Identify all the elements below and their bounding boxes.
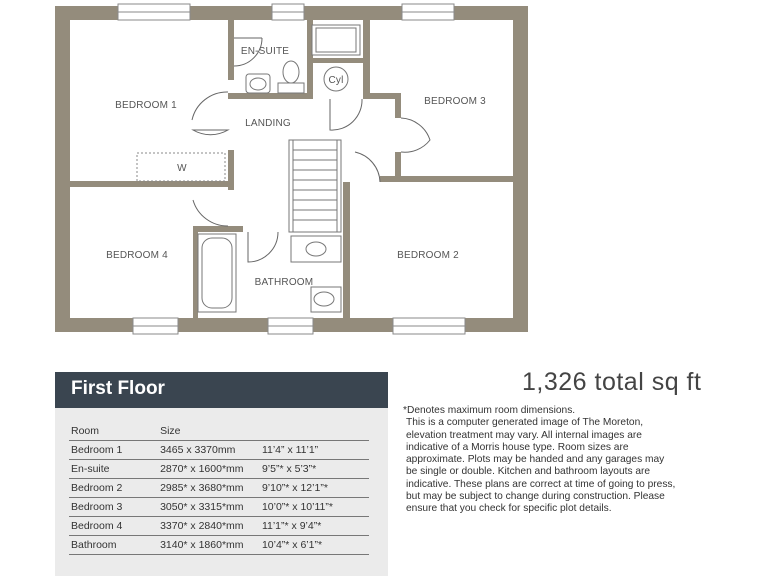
column-header: Size — [158, 422, 260, 441]
room-size-imperial: 9’10”* x 12’1”* — [260, 479, 369, 498]
room-size-metric: 3050* x 3315*mm — [158, 498, 260, 517]
bathroom-fixtures — [198, 234, 341, 312]
panel-title: First Floor — [71, 378, 165, 399]
staircase — [289, 140, 341, 232]
panel-header — [55, 372, 388, 408]
table-row — [69, 479, 369, 498]
room-name: Bedroom 2 — [69, 479, 158, 498]
room-size-metric: 3140* x 1860*mm — [158, 536, 260, 555]
note-line: but may be subject to change during construction. Please — [406, 491, 665, 503]
disclaimer-notes — [403, 405, 733, 516]
table-row — [69, 441, 369, 460]
note-line: This is a computer generated image of The Moreton, — [406, 417, 644, 429]
label-bedroom2: BEDROOM 2 — [397, 250, 459, 261]
room-size-imperial: 11’1”* x 9’4”* — [260, 517, 369, 536]
label-bedroom1: BEDROOM 1 — [115, 100, 177, 111]
column-header — [260, 422, 369, 441]
total-area: 1,326 total sq ft — [522, 368, 702, 396]
note-line: *Denotes maximum room dimensions. — [403, 405, 576, 416]
toilet-ensuite — [278, 83, 304, 93]
room-size-imperial: 10’0”* x 10’11”* — [260, 498, 369, 517]
label-bedroom3: BEDROOM 3 — [424, 96, 486, 107]
label-bathroom: BATHROOM — [254, 277, 314, 288]
room-name: Bedroom 4 — [69, 517, 158, 536]
label-cyl: Cyl — [328, 75, 344, 86]
note-line: indicative. These plans are correct at time of going to press, — [406, 478, 676, 490]
room-name: Bedroom 3 — [69, 498, 158, 517]
label-landing: LANDING — [245, 118, 291, 129]
room-size-imperial: 9’5”* x 5’3”* — [260, 460, 369, 479]
table-row — [69, 517, 369, 536]
note-line: ensure that you check for specific plot details. — [406, 503, 612, 515]
table-row — [69, 536, 369, 555]
room-name: Bedroom 1 — [69, 441, 158, 460]
table-row — [69, 460, 369, 479]
room-size-imperial: 11’4” x 11’1” — [260, 441, 369, 460]
label-ensuite: EN-SUITE — [240, 46, 290, 57]
room-dimensions-panel — [55, 372, 388, 576]
note-line: approximate. Plots may be handed and any garages may — [406, 454, 665, 466]
room-size-metric: 2985* x 3680*mm — [158, 479, 260, 498]
note-line: indicative of a Morris house type. Room sizes are — [406, 441, 629, 453]
shower-tray — [312, 25, 360, 55]
room-size-metric: 3465 x 3370mm — [158, 441, 260, 460]
room-dimensions-table — [69, 422, 369, 555]
label-wardrobe: W — [177, 163, 187, 174]
room-name: Bathroom — [69, 536, 158, 555]
column-header: Room — [69, 422, 158, 441]
table-header-row — [69, 422, 369, 441]
room-name: En-suite — [69, 460, 158, 479]
note-line: be single or double. Kitchen and bathroom layouts are — [406, 466, 651, 478]
room-size-metric: 2870* x 1600*mm — [158, 460, 260, 479]
table-row — [69, 498, 369, 517]
room-size-metric: 3370* x 2840*mm — [158, 517, 260, 536]
room-size-imperial: 10’4”* x 6’1”* — [260, 536, 369, 555]
note-line: elevation treatment may vary. All internal images are — [406, 429, 642, 441]
label-bedroom4: BEDROOM 4 — [106, 250, 168, 261]
